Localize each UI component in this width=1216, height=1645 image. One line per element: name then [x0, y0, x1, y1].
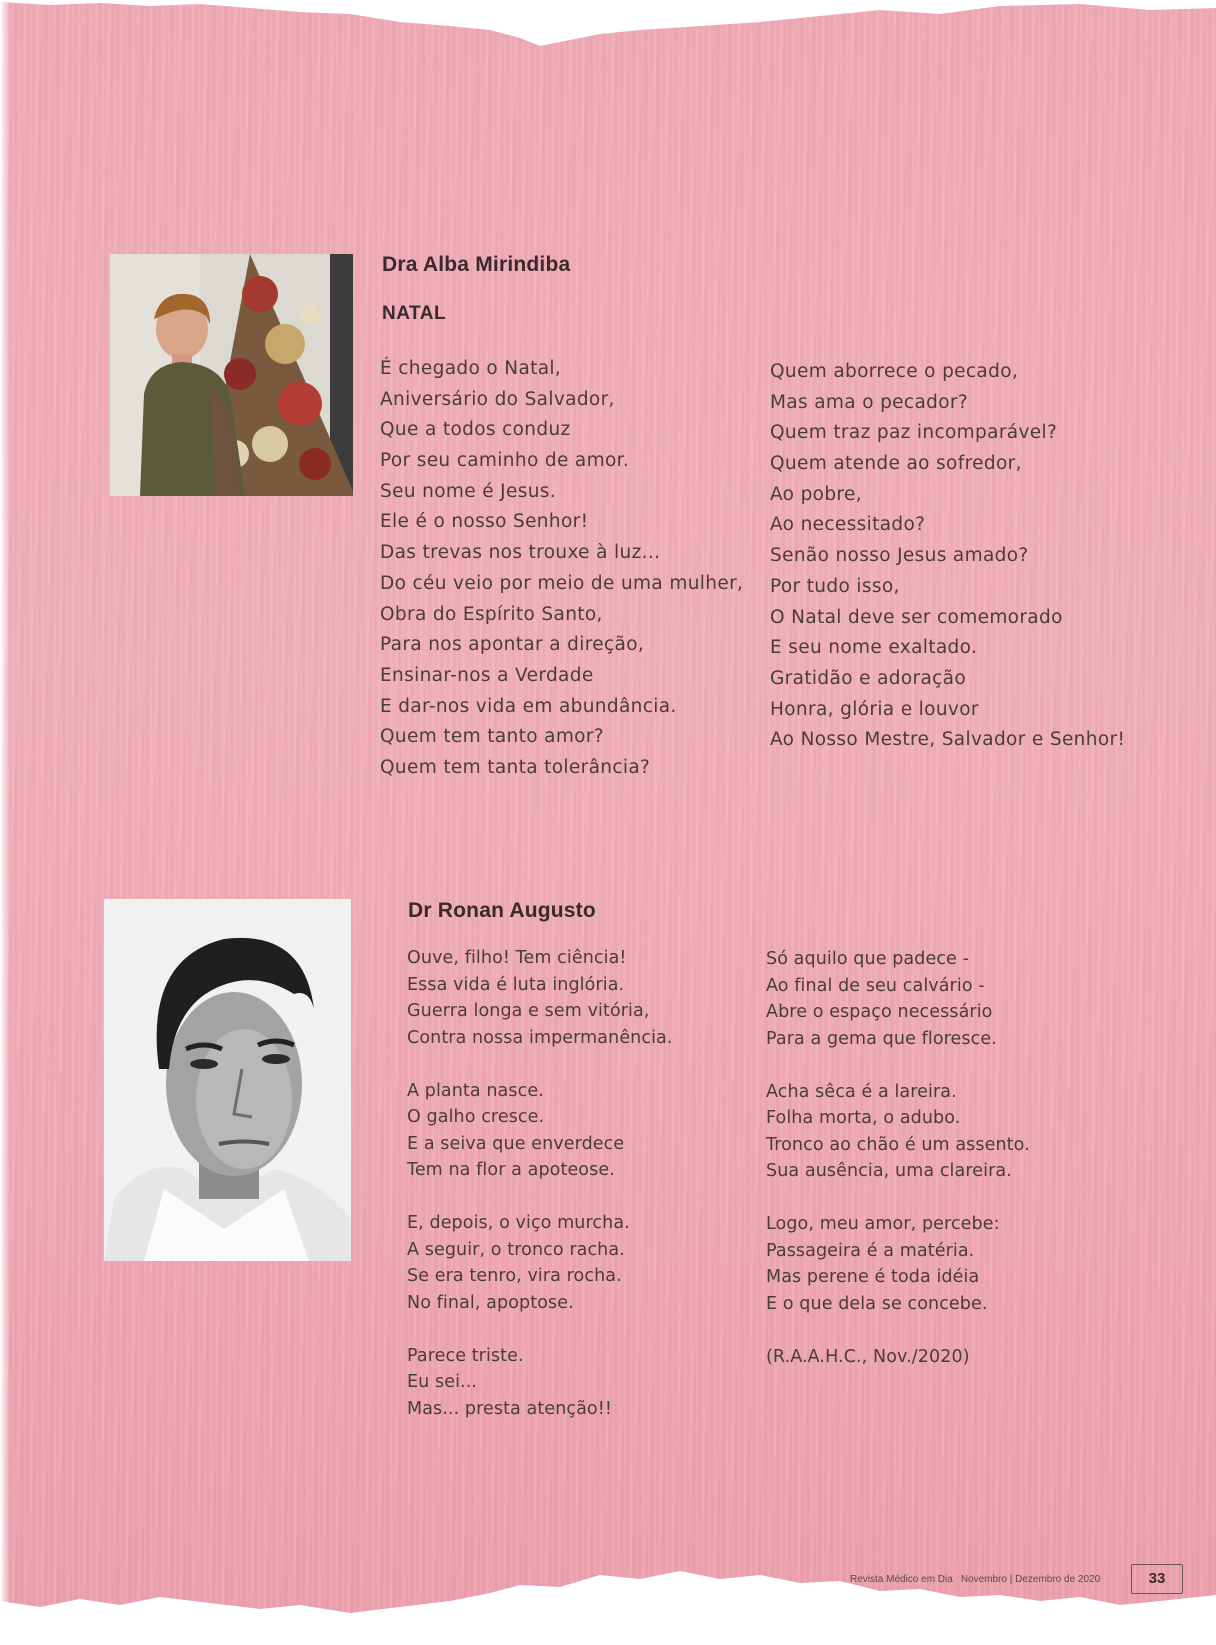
- poem-line: Quem atende ao sofredor,: [770, 453, 1022, 475]
- poem-line: Folha morta, o adubo.: [766, 1108, 961, 1128]
- poem-signature: (R.A.A.H.C., Nov./2020): [766, 1346, 970, 1367]
- poem-line: E, depois, o viço murcha.: [407, 1213, 630, 1233]
- poem1-column-2: [770, 357, 1125, 756]
- poem-line: Tem na flor a apoteose.: [407, 1160, 615, 1180]
- poem-line: E o que dela se concebe.: [766, 1293, 988, 1314]
- poem-line: Ouve, filho! Tem ciência!: [407, 948, 627, 968]
- poem-line: Para a gema que floresce.: [766, 1028, 997, 1049]
- poem-line: Essa vida é luta inglória.: [407, 974, 625, 995]
- poem-line: Logo, meu amor, percebe:: [766, 1214, 1000, 1234]
- poem-line: O galho cresce.: [407, 1107, 545, 1127]
- poem-line: O Natal deve ser comemorado: [770, 606, 1063, 628]
- poem-line: Mas perene é toda idéia: [766, 1267, 980, 1287]
- poem-line: Contra nossa impermanência.: [407, 1027, 673, 1048]
- left-paper-edge: [0, 0, 10, 1645]
- poem-line: Tronco ao chão é um assento.: [766, 1134, 1030, 1155]
- poem-line: Para nos apontar a direção,: [380, 634, 645, 656]
- poem-line: Acha sêca é a lareira.: [766, 1081, 957, 1102]
- poem-line: Honra, glória e louvor: [770, 698, 979, 720]
- poem-line: Ao final de seu calvário -: [766, 975, 985, 996]
- poem-line: Ao necessitado?: [770, 514, 926, 536]
- poem-line: Das trevas nos trouxe à luz...: [380, 542, 661, 564]
- torn-top-edge: [0, 0, 1216, 60]
- stanza-break: [766, 1185, 1030, 1212]
- poem-line: A seguir, o tronco racha.: [407, 1239, 625, 1260]
- poem-line: A planta nasce.: [407, 1080, 544, 1101]
- poem-line: É chegado o Natal,: [380, 358, 562, 379]
- page-number: 33: [1131, 1564, 1183, 1594]
- stanza-break: [407, 1316, 673, 1343]
- poem-line: Quem traz paz incomparável?: [770, 422, 1058, 444]
- poem-line: Passageira é a matéria.: [766, 1240, 975, 1261]
- poem-line: Só aquilo que padece -: [766, 949, 969, 969]
- poem-line: Guerra longa e sem vitória,: [407, 1001, 650, 1021]
- torn-bottom-edge: [0, 1535, 1216, 1645]
- poem-line: Ele é o nosso Senhor!: [380, 511, 589, 533]
- poem-line: Gratidão e adoração: [770, 667, 967, 689]
- poem-line: No final, apoptose.: [407, 1292, 574, 1313]
- poem-line: Aniversário do Salvador,: [380, 388, 615, 410]
- magazine-name: Revista Médico em Dia: [850, 1574, 953, 1585]
- poem-line: Senão nosso Jesus amado?: [770, 545, 1029, 567]
- stanza-break: [407, 1184, 673, 1211]
- poem-line: Que a todos conduz: [380, 419, 571, 441]
- poem-line: Mas... presta atenção!!: [407, 1398, 612, 1419]
- poem-line: Eu sei...: [407, 1372, 478, 1392]
- poem-line: E a seiva que enverdece: [407, 1133, 625, 1154]
- author-photo-ronan: [104, 899, 351, 1261]
- poem-line: Se era tenro, vira rocha.: [407, 1266, 622, 1286]
- poem2-column-2: [766, 946, 1030, 1370]
- stanza-break: [407, 1051, 673, 1078]
- poem-line: Quem tem tanto amor?: [380, 726, 604, 748]
- poem-line: Ao Nosso Mestre, Salvador e Senhor!: [770, 729, 1126, 751]
- poem-line: Parece triste.: [407, 1345, 524, 1366]
- poem-line: Quem aborrece o pecado,: [770, 361, 1019, 382]
- poem-line: Sua ausência, uma clareira.: [766, 1161, 1012, 1181]
- poem-line: Mas ama o pecador?: [770, 391, 969, 413]
- poem-line: Por tudo isso,: [770, 575, 900, 597]
- poem1-title: NATAL: [382, 303, 447, 324]
- poem-line: Seu nome é Jesus.: [380, 480, 556, 502]
- poem2-author: Dr Ronan Augusto: [408, 899, 596, 922]
- poem-line: E seu nome exaltado.: [770, 637, 978, 659]
- poem-line: Abre o espaço necessário: [766, 1002, 993, 1022]
- poem2-column-1: [407, 945, 673, 1422]
- poem1-column-1: [380, 354, 743, 784]
- stanza-break: [766, 1317, 1030, 1344]
- poem-line: E dar-nos vida em abundância.: [380, 695, 677, 717]
- poem-line: Do céu veio por meio de uma mulher,: [380, 572, 744, 594]
- poem-line: Ao pobre,: [770, 483, 862, 505]
- poem-line: Por seu caminho de amor.: [380, 450, 630, 472]
- poem-line: Ensinar-nos a Verdade: [380, 664, 594, 686]
- poem1-author: Dra Alba Mirindiba: [382, 253, 571, 276]
- author-photo-alba: [110, 254, 353, 496]
- magazine-issue: Novembro | Dezembro de 2020: [960, 1574, 1101, 1585]
- stanza-break: [766, 1052, 1030, 1079]
- poem-line: Quem tem tanta tolerância?: [380, 756, 651, 778]
- poem-line: Obra do Espírito Santo,: [380, 603, 603, 625]
